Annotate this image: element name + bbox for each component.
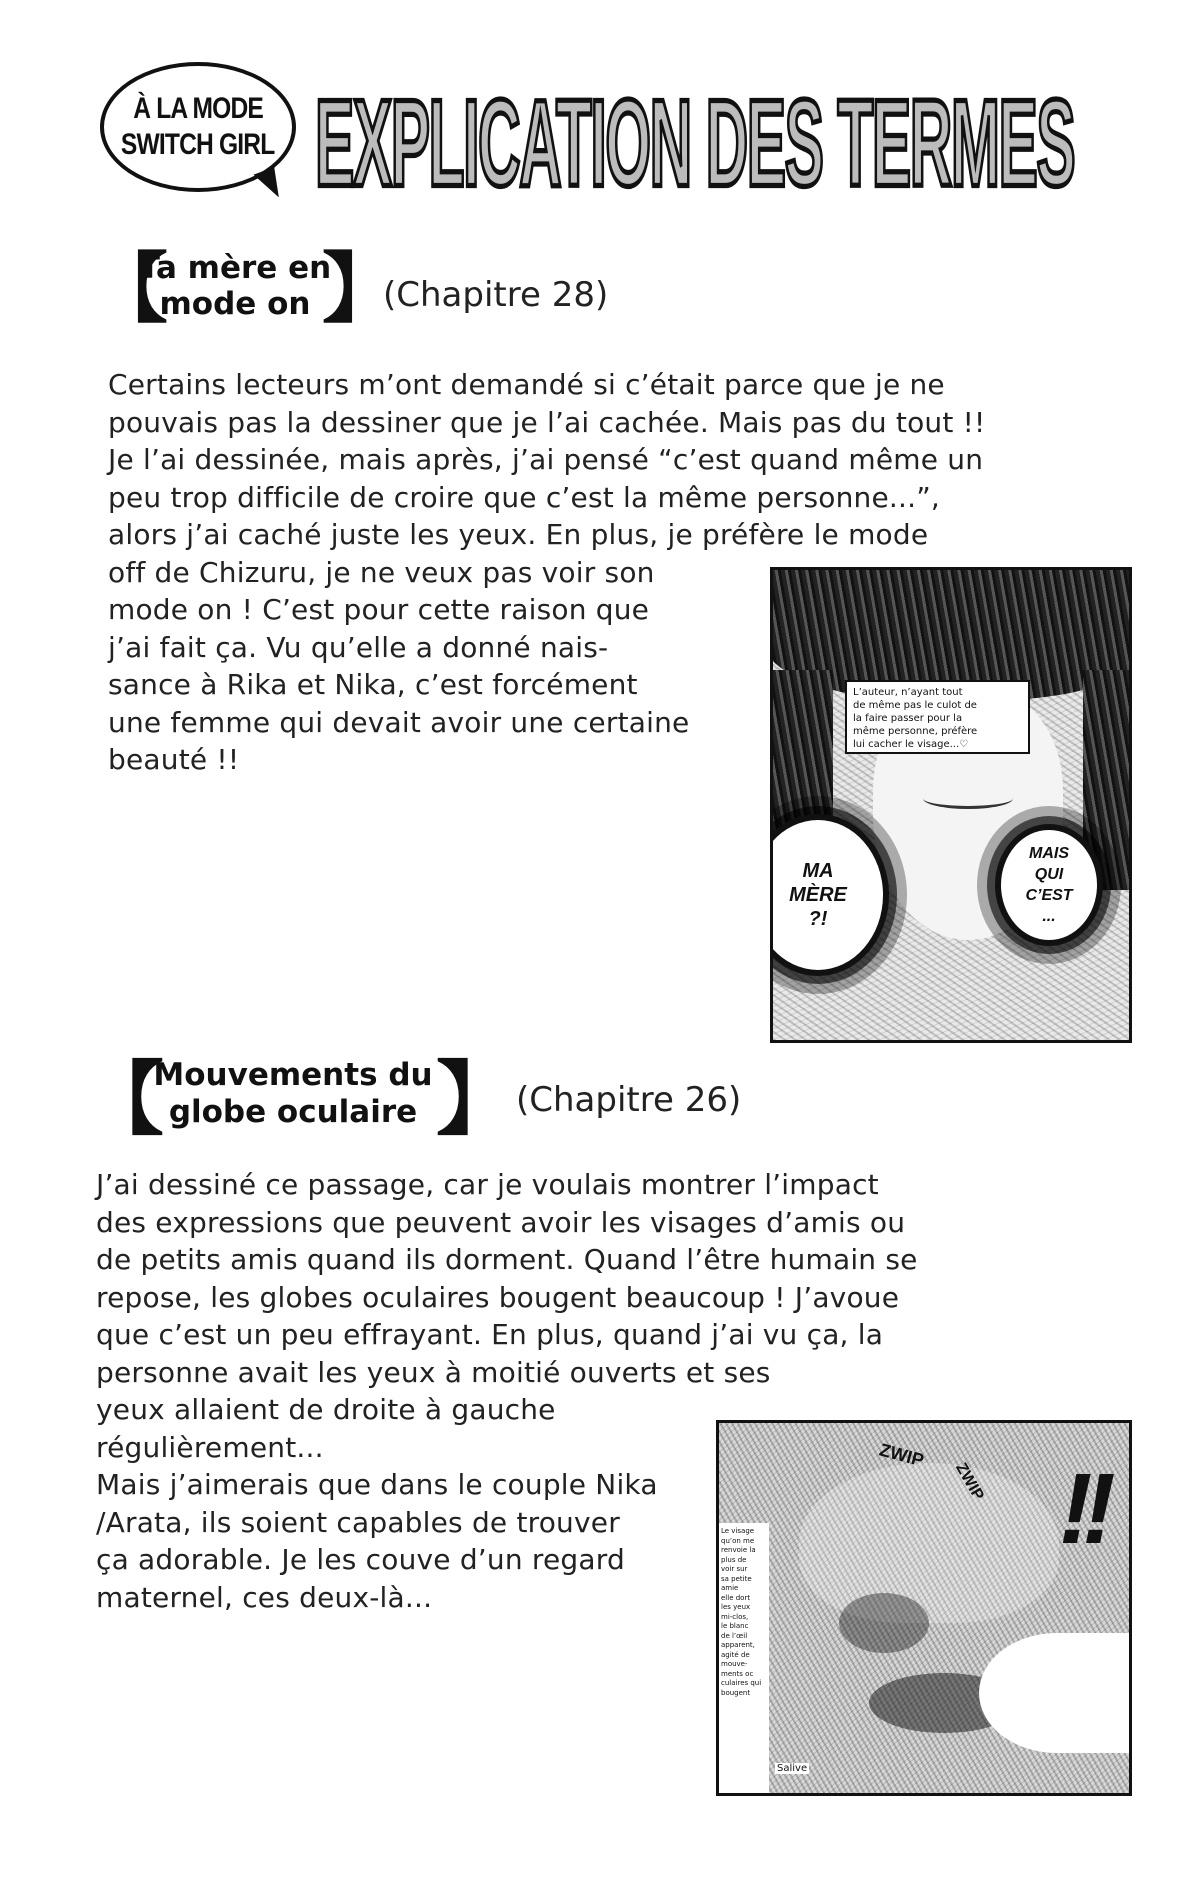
note-line: de même pas le culot de bbox=[853, 700, 977, 711]
section-1-chapter: (Chapitre 28) bbox=[383, 275, 609, 315]
exclamation-mark: !! bbox=[1059, 1453, 1106, 1565]
paragraph-line: régulièrement... bbox=[96, 1430, 324, 1464]
note-line: mouve- bbox=[721, 1660, 748, 1668]
nose-illustration bbox=[839, 1593, 929, 1653]
manga-panel-eyes bbox=[716, 1420, 1132, 1796]
paragraph-line: Je l’ai dessinée, mais après, j’ai pensé “c’est quand même un bbox=[108, 443, 984, 476]
note-line: ments oc bbox=[721, 1669, 754, 1678]
paragraph-line: une femme qui devait avoir une certaine bbox=[108, 705, 690, 739]
drool-label: Salive bbox=[777, 1763, 808, 1774]
term-line: Ta mère en bbox=[138, 250, 332, 286]
term-line: globe oculaire bbox=[168, 1094, 418, 1130]
badge-tail bbox=[254, 167, 285, 203]
note-line: amie bbox=[721, 1584, 739, 1592]
paragraph-line: Mais j’aimerais que dans le couple Nika bbox=[96, 1468, 658, 1501]
note-line: agité de bbox=[721, 1650, 750, 1659]
bubble-line: ?! bbox=[808, 908, 828, 930]
right-bracket-icon: 】 bbox=[436, 1052, 516, 1146]
paragraph-line: alors j’ai caché juste les yeux. En plus, je préfère le mode bbox=[108, 518, 929, 551]
sfx-zwip-1: ZWIP bbox=[877, 1439, 926, 1471]
note-line: de l’œil bbox=[721, 1631, 748, 1640]
note-line: plus de bbox=[721, 1555, 747, 1564]
mouth-illustration bbox=[923, 788, 1013, 809]
note-line: L’auteur, n’ayant tout bbox=[853, 687, 963, 698]
section-2-term bbox=[138, 1057, 448, 1131]
note-line: culaires qui bbox=[721, 1679, 762, 1687]
note-line: Le visage bbox=[721, 1527, 755, 1535]
paragraph-line: repose, les globes oculaires bougent beaucoup ! J’avoue bbox=[96, 1280, 900, 1314]
badge-line-2: SWITCH GIRL bbox=[121, 128, 275, 161]
note-line: sa petite bbox=[721, 1574, 752, 1583]
paragraph-line: j’ai fait ça. Vu qu’elle a donné nais- bbox=[108, 630, 609, 664]
note-line: qu’on me bbox=[721, 1536, 755, 1545]
note-line: mi-clos, bbox=[721, 1612, 749, 1621]
paragraph-line: Certains lecteurs m’ont demandé si c’était parce que je ne bbox=[108, 368, 945, 401]
section-2-chapter: (Chapitre 26) bbox=[516, 1080, 742, 1120]
bubble-line: MAIS bbox=[1029, 845, 1069, 862]
note-line: la faire passer pour la bbox=[853, 713, 963, 724]
speech-burst-right bbox=[1001, 830, 1097, 940]
note-line: le blanc bbox=[721, 1622, 749, 1630]
paragraph-line: off de Chizuru, je ne veux pas voir son bbox=[108, 555, 655, 589]
page-title: EXPLICATION DES TERMES bbox=[315, 74, 1075, 213]
paragraph-line: J’ai dessiné ce passage, car je voulais montrer l’impact bbox=[96, 1168, 879, 1201]
paragraph-line: des expressions que peuvent avoir les visages d’amis ou bbox=[96, 1205, 906, 1239]
cloud-shape bbox=[979, 1633, 1132, 1753]
manga-panel-mother bbox=[770, 567, 1132, 1043]
right-bracket-icon: 】 bbox=[322, 244, 398, 333]
note-line: les yeux bbox=[721, 1603, 751, 1611]
term-line: mode on bbox=[159, 286, 311, 322]
paragraph-line: maternel, ces deux-là... bbox=[96, 1580, 433, 1614]
note-line: même personne, préfère bbox=[853, 726, 978, 737]
paragraph-line: que c’est un peu effrayant. En plus, quand j’ai vu ça, la bbox=[96, 1318, 884, 1351]
author-note-box bbox=[845, 680, 1030, 754]
note-line: voir sur bbox=[721, 1565, 748, 1573]
term-line: Mouvements du bbox=[153, 1057, 433, 1093]
bubble-line: QUI bbox=[1034, 866, 1064, 883]
paragraph-line: de petits amis quand ils dorment. Quand l’être humain se bbox=[96, 1243, 918, 1276]
paragraph-line: sance à Rika et Nika, c’est forcément bbox=[108, 668, 638, 701]
bubble-line: MA bbox=[802, 860, 834, 882]
paragraph-line: yeux allaient de droite à gauche bbox=[96, 1393, 556, 1426]
note-line: apparent, bbox=[721, 1641, 755, 1649]
bubble-line: MÈRE bbox=[789, 884, 847, 906]
badge-line-1: À LA MODE bbox=[133, 92, 263, 125]
left-bracket-icon: 【 bbox=[92, 244, 168, 333]
left-bracket-icon: 【 bbox=[84, 1052, 164, 1146]
side-note-box bbox=[719, 1523, 769, 1796]
paragraph-line: mode on ! C’est pour cette raison que bbox=[108, 593, 650, 626]
paragraph-line: beauté !! bbox=[108, 743, 240, 776]
note-line: elle dort bbox=[721, 1593, 751, 1602]
paragraph-line: /Arata, ils soient capables de trouver bbox=[96, 1505, 620, 1539]
section-2-heading-close bbox=[436, 1049, 516, 1149]
note-line: lui cacher le visage...♡ bbox=[853, 739, 969, 750]
note-line: renvoie la bbox=[721, 1546, 756, 1554]
paragraph-line: personne avait les yeux à moitié ouverts et ses bbox=[96, 1355, 771, 1389]
note-line: bougent bbox=[721, 1688, 751, 1697]
paragraph-line: pouvais pas la dessiner que je l’ai cachée. Mais pas du tout !! bbox=[108, 405, 986, 439]
face-illustration bbox=[799, 1463, 1059, 1623]
bubble-line: C’EST bbox=[1025, 887, 1073, 904]
section-1-term bbox=[120, 250, 350, 322]
bubble-line: ... bbox=[1042, 908, 1056, 925]
sfx-zwip-2: ZWIP bbox=[952, 1460, 987, 1504]
paragraph-line: ça adorable. Je les couve d’un regard bbox=[96, 1543, 625, 1576]
paragraph-line: peu trop difficile de croire que c’est la même personne...”, bbox=[108, 480, 941, 514]
